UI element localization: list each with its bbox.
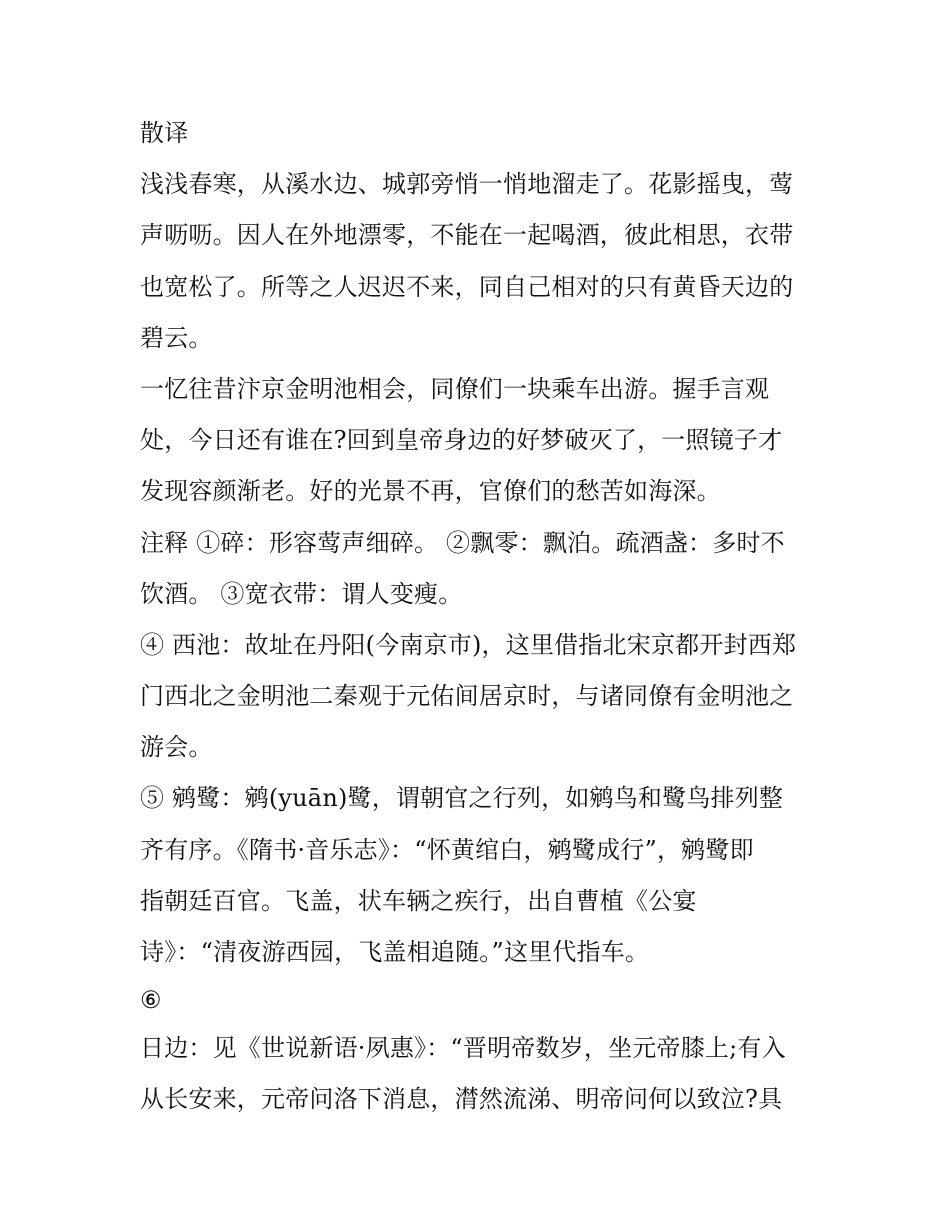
annotation-line: 从长安来，元帝问洛下消息，潸然流涕、明帝问何以致泣?具 [140, 1085, 783, 1114]
paragraph-line: 发现容颜渐老。好的光景不再，官僚们的愁苦如海深。 [140, 477, 721, 506]
annotation-line: 日边：见《世说新语·夙惠》：“晋明帝数岁，坐元帝膝上;有入 [140, 1034, 786, 1063]
annotation-line: 门西北之金明池二秦观于元佑间居京时，与诸同僚有金明池之 [140, 682, 794, 711]
annotation-line: ⑥ [140, 986, 162, 1015]
annotation-line: ④ 西池：故址在丹阳(今南京市)，这里借指北宋京都开封西郑 [140, 630, 797, 659]
annotation-line: 注释 ①碎：形容莺声细碎。 ②飘零：飘泊。疏酒盏：多时不 [140, 528, 785, 557]
paragraph-line: 处，今日还有谁在?回到皇帝身边的好梦破灭了，一照镜子才 [140, 426, 783, 455]
annotation-line: 指朝廷百官。飞盖，状车辆之疾行，出自曹植《公宴 [140, 886, 697, 915]
annotation-line: 齐有序。《隋书·音乐志》：“怀黄绾白，鹓鹭成行”，鹓鹭即 [140, 835, 754, 864]
document-body [140, 108, 820, 1126]
paragraph-line: 也宽松了。所等之人迟迟不来，同自己相对的只有黄昏天边的 [140, 272, 794, 301]
annotation-line: 饮酒。 ③宽衣带：谓人变瘦。 [140, 579, 463, 608]
annotation-line: ⑤ 鹓鹭：鹓(yuān)鹭，谓朝官之行列，如鹓鸟和鹭鸟排列整 [140, 784, 784, 813]
section-heading: 散译 [140, 119, 189, 147]
paragraph-line: 声呖呖。因人在外地漂零，不能在一起喝酒，彼此相思，衣带 [140, 221, 794, 250]
annotation-line: 游会。 [140, 733, 213, 762]
paragraph-line: 浅浅春寒，从溪水边、城郭旁悄一悄地溜走了。花影摇曳，莺 [140, 170, 794, 199]
annotation-line: 诗》：“清夜游西园，飞盖相追随。”这里代指车。 [140, 938, 650, 966]
paragraph-line: 一忆往昔汴京金明池相会，同僚们一块乘车出游。握手言观 [140, 374, 770, 403]
paragraph-line: 碧云。 [140, 323, 213, 352]
